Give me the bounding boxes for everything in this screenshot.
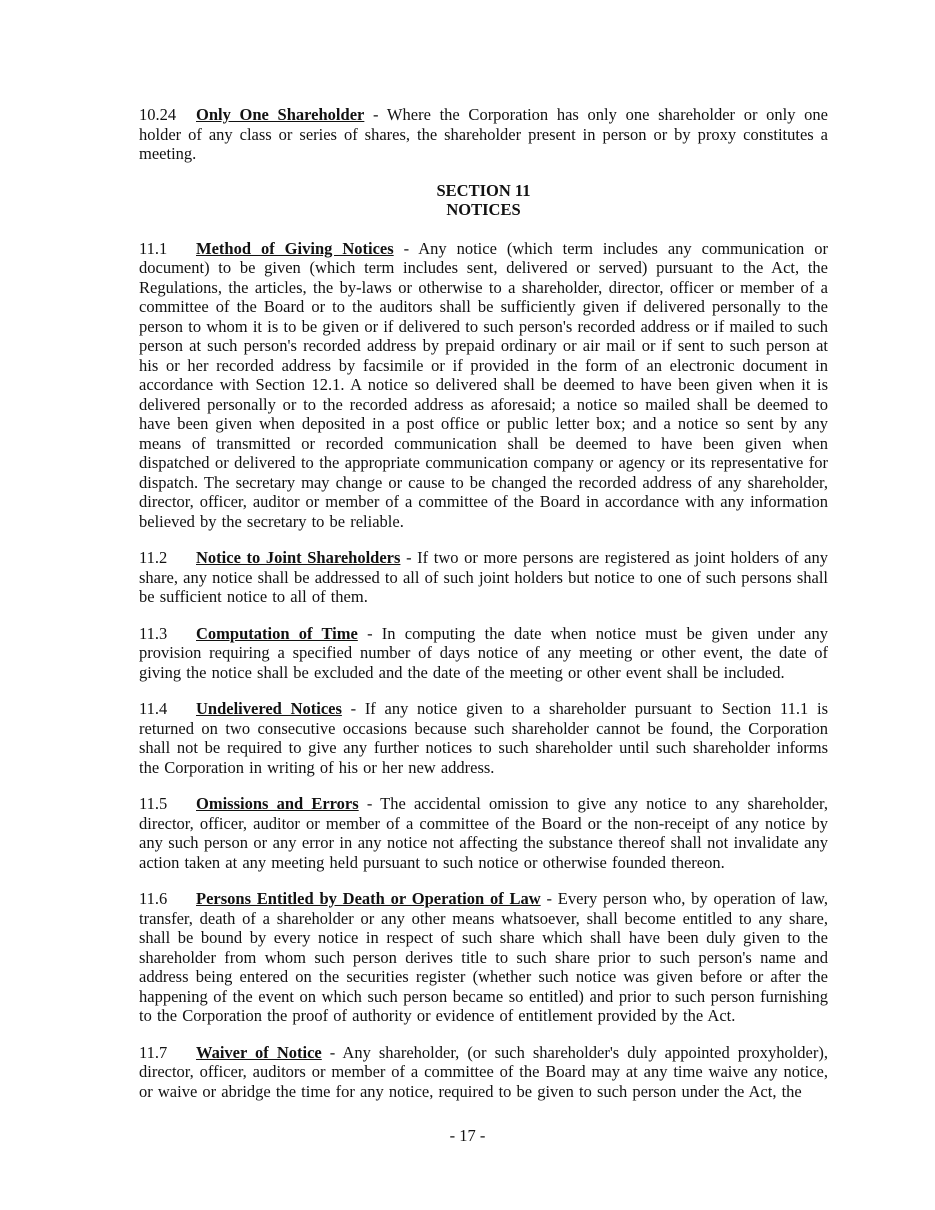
clause-title: Persons Entitled by Death or Operation of Law [196, 889, 541, 908]
clause-body: - Any shareholder, (or such shareholder's duly appointed proxyholder), director, officer, auditors or member of a committee of the Board may at any time waive any notice, or waive or abridge the time for any notice, required to be given to such person under the Act, the [139, 1042, 828, 1101]
clause-10-24 [139, 105, 828, 164]
section-heading-line1: SECTION 11 [436, 180, 531, 200]
clause-body: - In computing the date when notice must be given under any provision requiring a specified number of days notice of any meeting or other event, the date of giving the notice shall be excluded and the date of the meeting or other event shall be included. [139, 623, 828, 682]
section-heading [139, 181, 828, 220]
clause-11-3 [139, 624, 828, 683]
clause-11-2 [139, 548, 828, 607]
clause-11-5 [139, 794, 828, 872]
clause-body: - Any notice (which term includes any communication or document) to be given (which term includes sent, delivered or served) pursuant to the Act, the Regulations, the articles, the by-laws or otherwise to a shareholder, director, officer or member of a committee of the Board or to the auditors shall be sufficiently given if delivered personally to the person to whom it is to be given or if delivered to such person's recorded address or if mailed to such person at such person's recorded address by prepaid ordinary or air mail or if sent to such person at his or her recorded address by facsimile or if provided in the form of an electronic document in accordance with Section 12.1. A notice so delivered shall be deemed to have been given when it is delivered personally or to the recorded address as aforesaid; a notice so mailed shall be deemed to have been given when deposited in a post office or public letter box; and a notice so sent by any means of transmitted or recorded communication shall be deemed to have been given when dispatched or delivered to the appropriate communication company or agency or its representative for dispatch. The secretary may change or cause to be changed the recorded address of any shareholder, director, officer, auditor or member of a committee of the Board in accordance with any information believed by the secretary to be reliable. [139, 238, 828, 531]
section-heading-line2: NOTICES [446, 200, 521, 219]
clause-number: 11.7 [139, 1042, 168, 1062]
clause-number: 11.1 [139, 238, 168, 258]
clause-title: Undelivered Notices [196, 699, 342, 718]
clause-11-7 [139, 1043, 828, 1102]
clause-title: Only One Shareholder [196, 105, 365, 124]
clause-title: Computation of Time [196, 623, 358, 643]
clause-number: 11.2 [139, 548, 168, 567]
clause-body: - Every person who, by operation of law, transfer, death of a shareholder or any other means whatsoever, shall become entitled to any share, shall be bound by every notice in respect of such share which shall have been duly given to the shareholder from whom such person derives title to such share prior to such person's name and address being entered on the securities register (whether such notice was given before or after the happening of the event on which such person became so entitled) and prior to such person furnishing to the Corporation the proof of authority or evidence of entitlement provided by the Act. [139, 889, 829, 1025]
page-number: - 17 - [449, 1126, 486, 1145]
clause-body: - If any notice given to a shareholder pursuant to Section 11.1 is returned on two consecutive occasions because such shareholder cannot be found, the Corporation shall not be required to give any further notices to such shareholder until such shareholder informs the Corporation in writing of his or her new address. [139, 699, 828, 777]
clause-11-4 [139, 699, 828, 777]
clause-title: Notice to Joint Shareholders [196, 548, 401, 567]
clause-number: 11.6 [139, 889, 168, 908]
clause-title: Omissions and Errors [196, 794, 359, 813]
clause-number: 11.5 [139, 794, 168, 813]
clause-number: 10.24 [139, 105, 177, 124]
clause-body: - The accidental omission to give any notice to any shareholder, director, officer, auditor or member of a committee of the Board or the non-receipt of any notice by any such person or any error in any notice not affecting the substance thereof shall not invalidate any action taken at any meeting held pursuant to such notice or otherwise founded thereon. [139, 794, 828, 872]
clause-body: - If two or more persons are registered as joint holders of any share, any notice shall be addressed to all of such joint holders but notice to one of such persons shall be sufficient notice to all of them. [139, 548, 829, 606]
clause-body: - Where the Corporation has only one shareholder or only one holder of any class or series of shares, the shareholder present in person or by proxy constitutes a meeting. [139, 105, 829, 163]
clause-title: Waiver of Notice [196, 1042, 322, 1062]
clause-number: 11.3 [139, 623, 168, 643]
document-page [139, 105, 828, 1118]
clause-title: Method of Giving Notices [196, 238, 394, 258]
clause-11-1 [139, 239, 828, 532]
clause-11-6 [139, 889, 828, 1026]
clause-number: 11.4 [139, 699, 168, 718]
